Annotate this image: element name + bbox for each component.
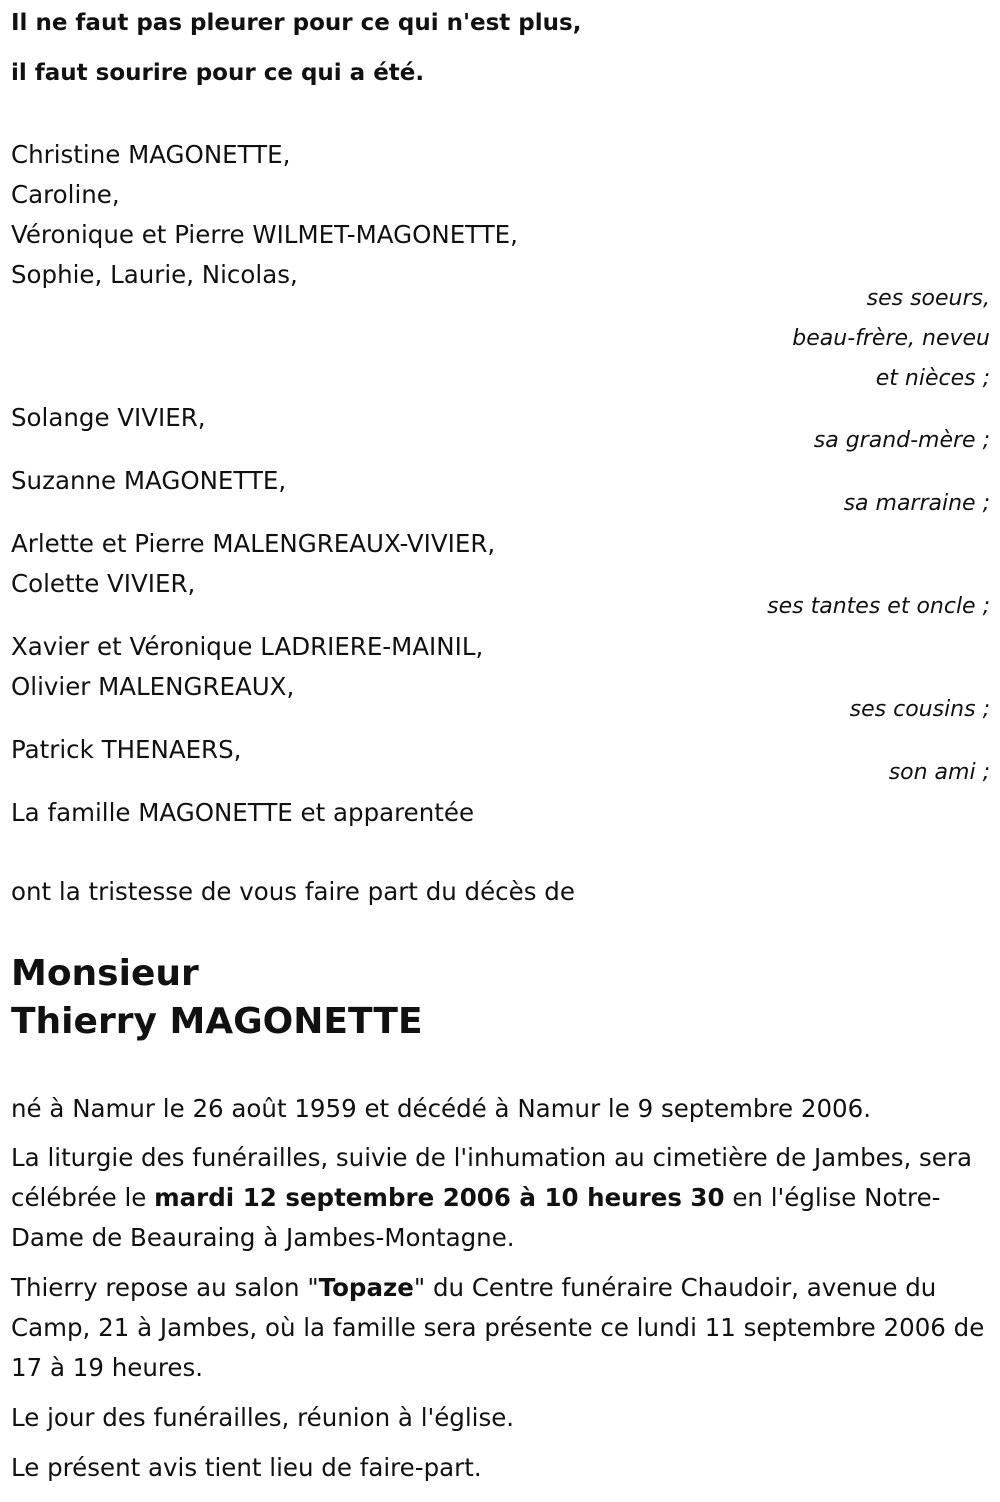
family-name: Véronique et Pierre WILMET-MAGONETTE, xyxy=(11,220,518,249)
family-relation: ses tantes et oncle ; xyxy=(767,594,990,619)
rest-text-end: " du Centre funéraire Chaudoir, avenue du Camp, 21 à Jambes, où la famille sera présente ce lundi 11 septembre 2006 de 17 à 19 heures. xyxy=(11,1273,985,1382)
family-relation: et nièces ; xyxy=(875,366,990,391)
notice-text: Le présent avis tient lieu de faire-part. xyxy=(11,1453,482,1482)
family-relation: sa grand-mère ; xyxy=(813,428,990,453)
liturgy-text-start: La liturgie des funérailles, suivie de l'inhumation au cimetière de Jambes, sera célébrée le xyxy=(11,1143,972,1212)
family-relation: ses soeurs, xyxy=(866,286,990,311)
family-closing: La famille MAGONETTE et apparentée xyxy=(11,798,475,827)
announcement-text: ont la tristesse de vous faire part du décès de xyxy=(11,877,575,906)
birth-death-text: né à Namur le 26 août 1959 et décédé à Namur le 9 septembre 2006. xyxy=(11,1094,871,1123)
family-name: Caroline, xyxy=(11,180,120,209)
family-name: Colette VIVIER, xyxy=(11,569,196,598)
epigraph-line-1: Il ne faut pas pleurer pour ce qui n'est plus, xyxy=(11,10,582,36)
family-name: Olivier MALENGREAUX, xyxy=(11,672,295,701)
meeting-text: Le jour des funérailles, réunion à l'église. xyxy=(11,1403,515,1432)
liturgy-text-end: en l'église Notre-Dame de Beauraing à Jambes-Montagne. xyxy=(11,1183,941,1252)
family-relation: sa marraine ; xyxy=(843,491,990,516)
deceased-title: Monsieur xyxy=(11,953,199,994)
family-relation: beau-frère, neveu xyxy=(792,326,990,351)
family-name: Sophie, Laurie, Nicolas, xyxy=(11,260,298,289)
epigraph-line-2: il faut sourire pour ce qui a été. xyxy=(11,60,425,86)
salon-name: Topaze xyxy=(318,1273,414,1302)
family-name: Arlette et Pierre MALENGREAUX-VIVIER, xyxy=(11,529,496,558)
liturgy-datetime: mardi 12 septembre 2006 à 10 heures 30 xyxy=(154,1183,725,1212)
family-name: Patrick THENAERS, xyxy=(11,735,242,764)
family-name: Suzanne MAGONETTE, xyxy=(11,466,287,495)
family-name: Xavier et Véronique LADRIERE-MAINIL, xyxy=(11,632,484,661)
deceased-name: Thierry MAGONETTE xyxy=(11,1001,423,1042)
liturgy-paragraph xyxy=(11,1138,986,1258)
family-name: Christine MAGONETTE, xyxy=(11,140,291,169)
family-name: Solange VIVIER, xyxy=(11,403,206,432)
family-relation: son ami ; xyxy=(888,760,990,785)
rest-paragraph xyxy=(11,1268,986,1388)
family-relation: ses cousins ; xyxy=(849,697,990,722)
rest-text-start: Thierry repose au salon " xyxy=(11,1273,319,1302)
